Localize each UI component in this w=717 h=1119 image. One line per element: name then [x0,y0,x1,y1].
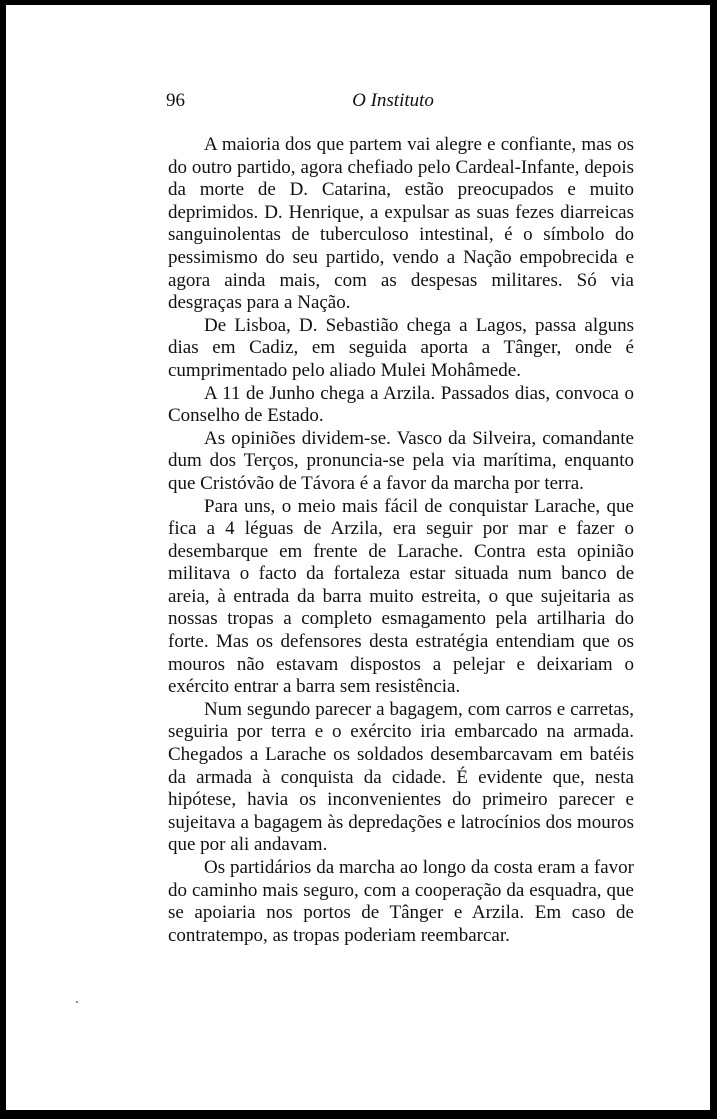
paragraph: De Lisboa, D. Sebastião chega a Lagos, passa alguns dias em Cadiz, em seguida aporta a Tânger, onde é cumprimentado pelo aliado Mulei Mohâmede. [168,314,634,381]
page-number: 96 [166,90,185,111]
scan-speck [76,1001,78,1003]
paragraph: Num segundo parecer a bagagem, com carros e carretas, seguiria por terra e o exército iria embarcado na armada. Chegados a Larache os soldados desembarcavam em batéis da armada à conquista da cidade. É evidente que, nesta hipótese, havia os inconvenientes do primeiro parecer e sujeitava a bagagem às depredações e latrocínios dos mouros que por ali andavam. [168,698,634,856]
paragraph: As opiniões dividem-se. Vasco da Silveira, comandante dum dos Terços, pronuncia-se pela via marítima, enquanto que Cristóvão de Távora é a favor da marcha por terra. [168,427,634,494]
paragraph: Os partidários da marcha ao longo da costa eram a favor do caminho mais seguro, com a cooperação da esquadra, que se apoiaria nos portos de Tânger e Arzila. Em caso de contratempo, as tropas poderiam reembarcar. [168,857,634,946]
paragraph: Para uns, o meio mais fácil de conquistar Larache, que fica a 4 léguas de Arzila, era seguir por mar e fazer o desembarque em frente de Larache. Contra esta opinião militava o facto da fortaleza estar situada num banco de areia, à entrada da barra muito estreita, o que sujeitaria as nossas tropas a completo esmagamento pela artilharia do forte. Mas os defensores desta estratégia entendiam que os mouros não estavam dispostos a pelejar e deixariam o exército entrar a barra sem resistência. [168,495,634,698]
paragraph: A maioria dos que partem vai alegre e confiante, mas os do outro partido, agora chefiado pelo Cardeal-Infante, depois da morte de D. Catarina, estão preocupados e muito deprimidos. D. Henrique, a expulsar as suas fezes diarreicas sanguinolentas de tuberculoso intestinal, é o símbolo do pessimismo do seu partido, vendo a Nação empobrecida e agora ainda mais, com as despesas militares. Só via desgraças para a Nação. [168,134,634,314]
running-title: O Instituto [352,90,434,111]
paragraph: A 11 de Junho chega a Arzila. Passados dias, convoca o Conselho de Estado. [168,382,634,427]
body-text [168,134,634,947]
